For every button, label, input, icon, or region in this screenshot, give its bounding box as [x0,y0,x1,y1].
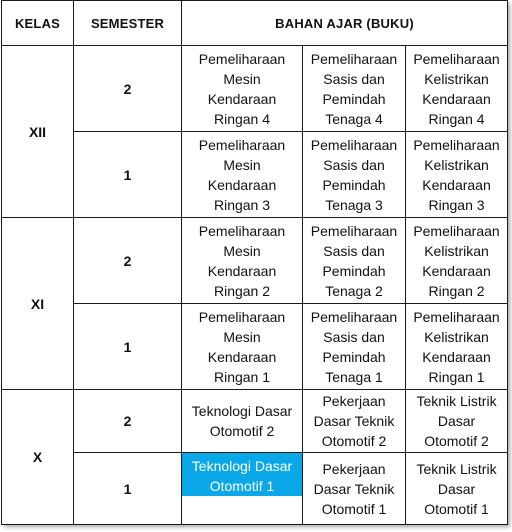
semester-cell: 1 [74,132,182,218]
book-title: Pemeliharaan Kelistrikan Kendaraan Ringan 4 [413,50,500,127]
book-title: Pemeliharaan Kelistrikan Kendaraan Ringan 1 [413,308,500,385]
book-cell [406,218,508,304]
book-cell [303,390,406,453]
book-cell [406,46,508,132]
table-row [2,390,508,453]
book-title: Teknik Listrik Dasar Otomotif 2 [416,393,497,449]
kelas-cell: X [2,390,74,525]
book-cell [182,46,303,132]
table-row [2,46,508,132]
book-cell [182,304,303,390]
header-bahan-ajar: BAHAN AJAR (BUKU) [182,1,508,46]
book-title: Pemeliharaan Sasis dan Pemindah Tenaga 2 [310,222,398,299]
table-row [2,304,508,390]
book-title: Pemeliharaan Kelistrikan Kendaraan Ringan 3 [413,136,500,213]
semester-cell: 1 [74,304,182,390]
book-cell [406,453,508,525]
header-semester: SEMESTER [74,1,182,46]
table-row [2,453,508,525]
book-cell [182,218,303,304]
kelas-cell: XI [2,218,74,390]
book-cell [303,46,406,132]
book-title: Pemeliharaan Sasis dan Pemindah Tenaga 4 [310,50,398,127]
book-title: Pemeliharaan Sasis dan Pemindah Tenaga 3 [310,136,398,213]
semester-cell: 1 [74,453,182,525]
book-title: Pemeliharaan Mesin Kendaraan Ringan 3 [198,136,286,213]
book-title: Pemeliharaan Mesin Kendaraan Ringan 2 [198,222,286,299]
book-cell [406,390,508,453]
bahan-ajar-table [1,0,508,525]
highlighted-book-title: Teknologi Dasar Otomotif 1 [182,453,302,496]
header-kelas: KELAS [2,1,74,46]
book-title: Teknik Listrik Dasar Otomotif 1 [416,460,497,517]
book-cell [303,132,406,218]
book-title: Pekerjaan Dasar Teknik Otomotif 2 [313,393,395,449]
table-row [2,218,508,304]
semester-cell: 2 [74,218,182,304]
semester-cell: 2 [74,390,182,453]
book-title: Teknologi Dasar Otomotif 2 [191,403,293,439]
semester-cell: 2 [74,46,182,132]
header-row [2,1,508,46]
book-cell [303,304,406,390]
book-title: Pemeliharaan Mesin Kendaraan Ringan 4 [198,50,286,127]
book-title: Pemeliharaan Mesin Kendaraan Ringan 1 [198,308,286,385]
book-title: Pekerjaan Dasar Teknik Otomotif 1 [313,460,395,517]
book-cell [303,218,406,304]
book-cell [182,390,303,453]
book-cell [182,453,303,525]
book-cell [406,304,508,390]
book-cell [303,453,406,525]
table-row [2,132,508,218]
kelas-cell: XII [2,46,74,218]
book-cell [182,132,303,218]
book-title: Pemeliharaan Kelistrikan Kendaraan Ringan 2 [413,222,500,299]
book-cell [406,132,508,218]
book-title: Pemeliharaan Sasis dan Pemindah Tenaga 1 [310,308,398,385]
